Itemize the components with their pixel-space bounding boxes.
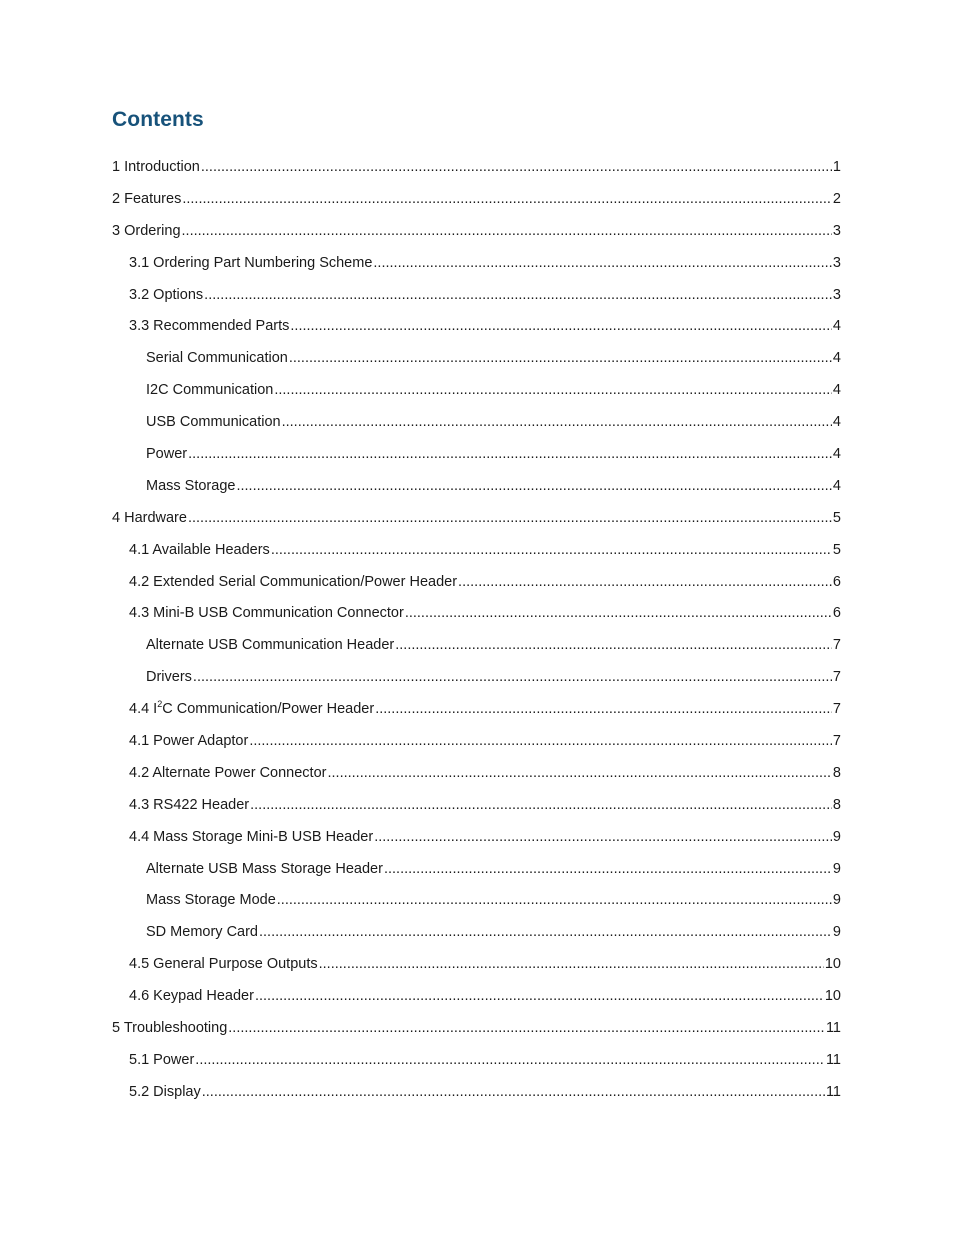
- toc-page-number: 9: [832, 828, 841, 845]
- toc-entry[interactable]: [112, 1045, 841, 1077]
- toc-entry-title: 5.2 Display: [129, 1083, 201, 1100]
- dot-leader: [201, 152, 832, 184]
- toc-page-number: 8: [832, 796, 841, 813]
- toc-entry-title: Alternate USB Mass Storage Header: [146, 860, 383, 877]
- dot-leader: [259, 917, 832, 949]
- toc-entry-title: USB Communication: [146, 414, 281, 431]
- dot-leader: [405, 598, 832, 630]
- dot-leader: [236, 471, 831, 503]
- toc-page-number: 4: [832, 446, 841, 463]
- toc-entry-title: Alternate USB Communication Header: [146, 637, 395, 654]
- toc-entry[interactable]: [112, 598, 841, 630]
- toc-entry-title: 4.4 $I^2C$ Communication/Power Header: [129, 699, 375, 718]
- dot-leader: [384, 854, 832, 886]
- toc-entry-title: 4.2 Extended Serial Communication/Power Header: [129, 573, 458, 590]
- toc-entry[interactable]: [112, 248, 841, 280]
- toc-entry[interactable]: [112, 471, 841, 503]
- toc-entry[interactable]: [112, 439, 841, 471]
- toc-entry-title: Power: [146, 446, 188, 463]
- toc-page-number: 5: [832, 541, 841, 558]
- dot-leader: [250, 790, 832, 822]
- dot-leader: [375, 694, 832, 726]
- superscript: 2: [157, 699, 163, 710]
- toc-entry-title: 3.3 Recommended Parts: [129, 318, 290, 335]
- toc-page-number: 7: [832, 701, 841, 718]
- toc-entry-title: 2 Features: [112, 190, 182, 207]
- toc-page-number: 4: [832, 382, 841, 399]
- dot-leader: [188, 439, 832, 471]
- toc-entry[interactable]: [112, 407, 841, 439]
- dot-leader: [289, 343, 832, 375]
- toc-page-number: 7: [832, 733, 841, 750]
- toc-page-number: 6: [832, 573, 841, 590]
- toc-page-number: 11: [825, 1083, 841, 1100]
- toc-page-number: 8: [832, 764, 841, 781]
- toc-entry[interactable]: [112, 949, 841, 981]
- toc-entry-title: Drivers: [146, 669, 192, 686]
- toc-entry-title: 5 Troubleshooting: [112, 1020, 228, 1037]
- toc-entry-title: 1 Introduction: [112, 159, 200, 175]
- toc-entry[interactable]: [112, 790, 841, 822]
- toc-page-number: 4: [832, 350, 841, 367]
- dot-leader: [271, 535, 832, 567]
- toc-entry[interactable]: [112, 567, 841, 599]
- toc-entry[interactable]: [112, 375, 841, 407]
- toc-entry[interactable]: [112, 885, 841, 917]
- toc-entry[interactable]: [112, 630, 841, 662]
- toc-entry[interactable]: [112, 152, 841, 184]
- toc-entry-title: 4.1 Available Headers: [129, 541, 270, 558]
- dot-leader: [395, 630, 832, 662]
- toc-entry[interactable]: [112, 184, 841, 216]
- toc-entry-title: Mass Storage Mode: [146, 892, 276, 909]
- toc-page-number: 9: [832, 892, 841, 909]
- dot-leader: [277, 885, 832, 917]
- dot-leader: [319, 949, 824, 981]
- toc-entry[interactable]: [112, 726, 841, 758]
- dot-leader: [255, 981, 824, 1013]
- toc-entry[interactable]: [112, 822, 841, 854]
- toc-entry-title: Mass Storage: [146, 477, 236, 494]
- toc-entry-title: 5.1 Power: [129, 1051, 195, 1068]
- toc-entry[interactable]: [112, 854, 841, 886]
- dot-leader: [182, 184, 832, 216]
- toc-entry-title: SD Memory Card: [146, 924, 258, 941]
- dot-leader: [204, 280, 832, 312]
- toc-entry-title: 4.1 Power Adaptor: [129, 733, 249, 750]
- dot-leader: [374, 822, 832, 854]
- toc-page-number: 2: [832, 190, 841, 207]
- toc-page-number: 1: [832, 159, 841, 175]
- dot-leader: [373, 248, 832, 280]
- dot-leader: [193, 662, 832, 694]
- toc-entry[interactable]: [112, 535, 841, 567]
- toc-page-number: 4: [832, 318, 841, 335]
- toc-entry[interactable]: [112, 343, 841, 375]
- toc-entry[interactable]: [112, 981, 841, 1013]
- toc-entry-title: Serial Communication: [146, 350, 288, 367]
- dot-leader: [274, 375, 832, 407]
- toc-page-number: 5: [832, 509, 841, 526]
- toc-entry[interactable]: [112, 503, 841, 535]
- toc-page-number: 3: [832, 222, 841, 239]
- toc-entry-title: 4.2 Alternate Power Connector: [129, 764, 327, 781]
- toc-entry-title: 4.4 Mass Storage Mini-B USB Header: [129, 828, 374, 845]
- toc-entry-title: 4 Hardware: [112, 509, 187, 526]
- toc-entry-title: 3 Ordering: [112, 222, 181, 239]
- dot-leader: [249, 726, 832, 758]
- toc-entry[interactable]: [112, 1077, 841, 1109]
- toc-page-number: 10: [824, 988, 841, 1005]
- dot-leader: [458, 567, 832, 599]
- toc-entry[interactable]: [112, 216, 841, 248]
- toc-entry-title: 4.6 Keypad Header: [129, 988, 254, 1005]
- toc-page-number: 7: [832, 669, 841, 686]
- toc-entry-title: I2C Communication: [146, 382, 274, 399]
- toc-entry-title: 4.3 RS422 Header: [129, 796, 250, 813]
- toc-entry[interactable]: [112, 694, 841, 726]
- toc-page-number: 9: [832, 924, 841, 941]
- dot-leader: [228, 1013, 825, 1045]
- dot-leader: [188, 503, 832, 535]
- toc-page-number: 7: [832, 637, 841, 654]
- toc-entry[interactable]: [112, 1013, 841, 1045]
- toc-entry-title: 4.3 Mini-B USB Communication Connector: [129, 605, 404, 622]
- toc-page-number: 3: [832, 286, 841, 303]
- toc-entry-title: 3.2 Options: [129, 286, 204, 303]
- dot-leader: [282, 407, 832, 439]
- dot-leader: [195, 1045, 825, 1077]
- toc-entry[interactable]: [112, 280, 841, 312]
- dot-leader: [290, 311, 832, 343]
- toc-page-number: 4: [832, 477, 841, 494]
- toc-entry[interactable]: [112, 917, 841, 949]
- dot-leader: [202, 1077, 825, 1109]
- toc-page-number: 6: [832, 605, 841, 622]
- table-of-contents: [112, 152, 841, 1109]
- dot-leader: [327, 758, 831, 790]
- toc-entry[interactable]: [112, 758, 841, 790]
- toc-heading: Contents: [112, 108, 204, 131]
- toc-page-number: 4: [832, 414, 841, 431]
- toc-entry[interactable]: [112, 662, 841, 694]
- toc-page-number: 3: [832, 254, 841, 271]
- toc-entry[interactable]: [112, 311, 841, 343]
- toc-page-number: 11: [825, 1051, 841, 1068]
- toc-page-number: 10: [824, 956, 841, 973]
- toc-page-number: 11: [825, 1020, 841, 1037]
- toc-entry-title: 4.5 General Purpose Outputs: [129, 956, 318, 973]
- toc-page-number: 9: [832, 860, 841, 877]
- toc-entry-title: 3.1 Ordering Part Numbering Scheme: [129, 254, 373, 271]
- dot-leader: [182, 216, 832, 248]
